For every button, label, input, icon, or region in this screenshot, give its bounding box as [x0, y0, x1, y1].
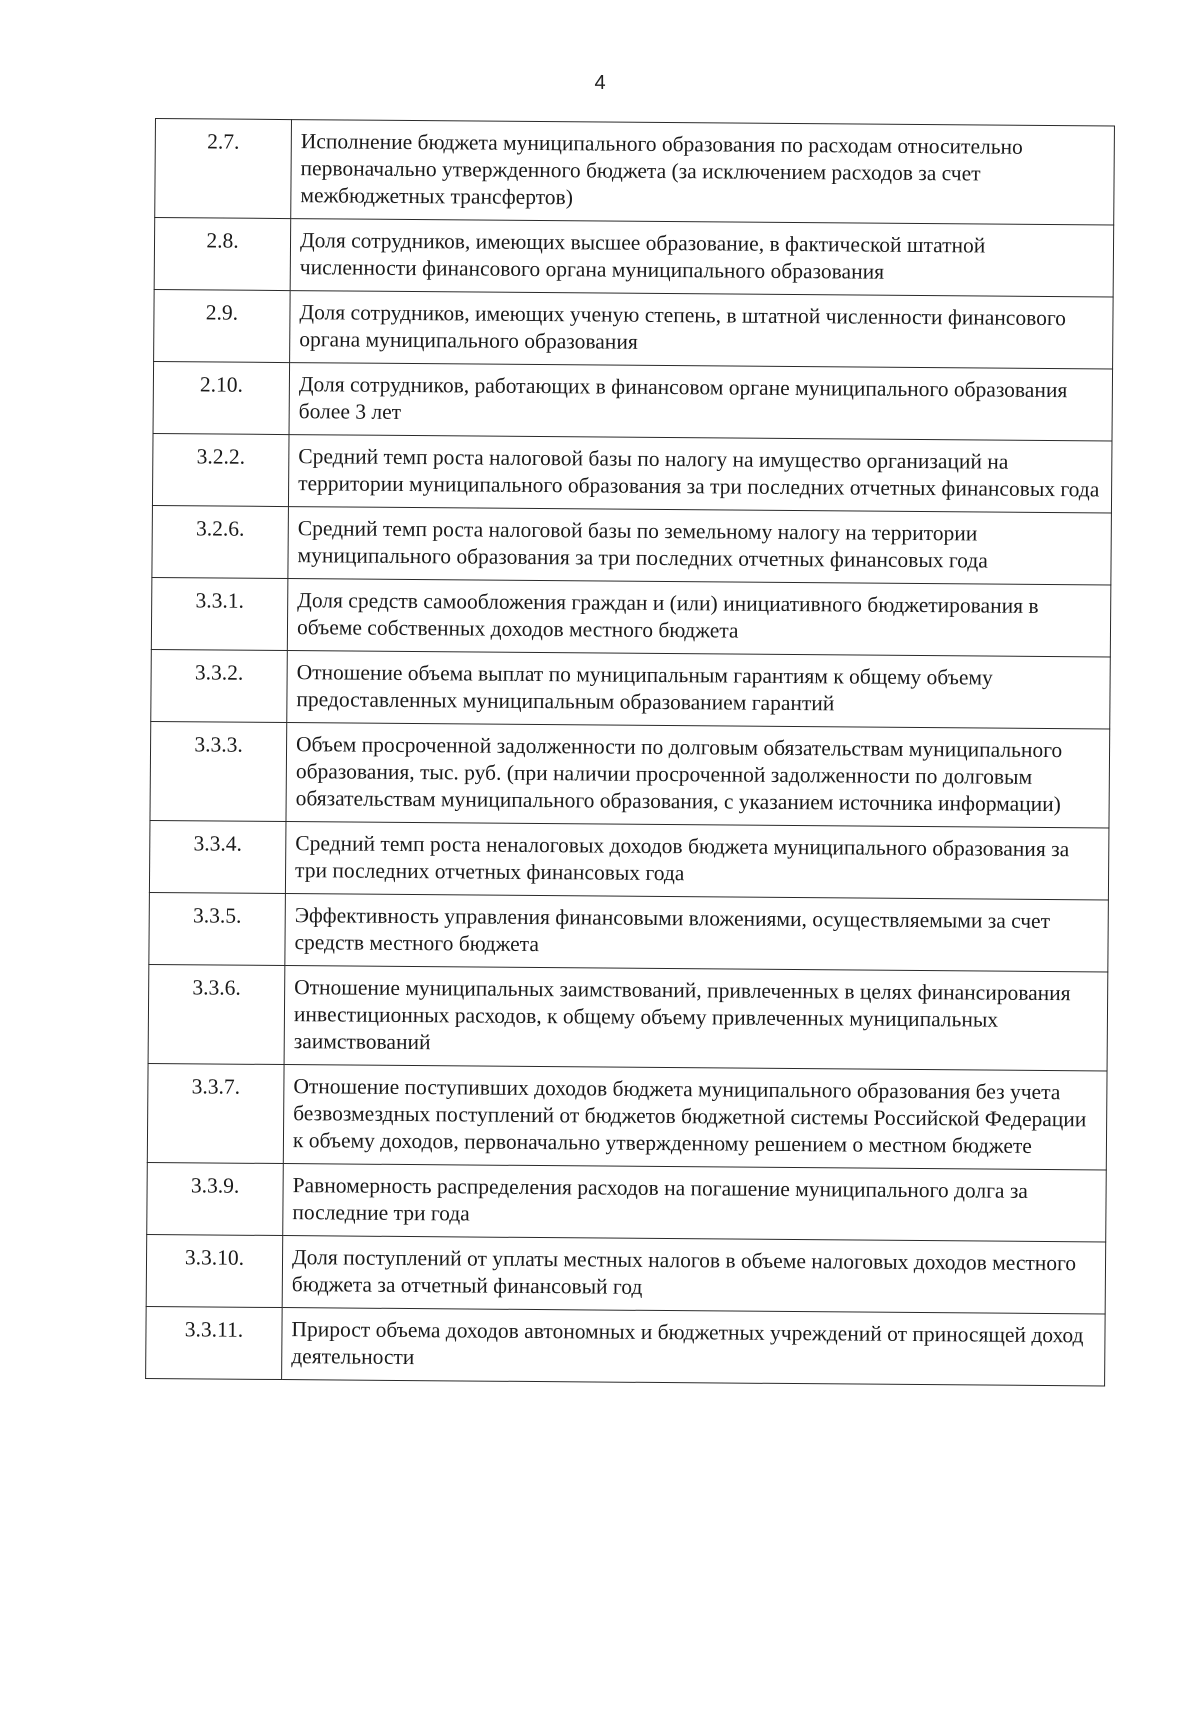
row-description: Отношение поступивших доходов бюджета муниципального образования без учета безвозмездных поступлений от бюджетов бюджетной системы Российской Федерации к объему доходов, первоначально утвержденному решением о местном бюджете — [283, 1065, 1107, 1170]
row-number: 3.3.5. — [149, 892, 286, 965]
row-description: Эффективность управления финансовыми вложениями, осуществляемыми за счет средств местного бюджета — [285, 894, 1109, 972]
table-row — [154, 289, 1114, 369]
row-description: Отношение объема выплат по муниципальным гарантиям к общему объему предоставленных муниципальным образованием гарантий — [287, 651, 1111, 729]
row-description: Объем просроченной задолженности по долговым обязательствам муниципального образования, тыс. руб. (при наличии просроченной задолженности по долговым обязательствам муниципального образования, с указанием источника информации) — [286, 723, 1110, 828]
row-number: 2.10. — [153, 361, 290, 434]
indicators-table — [145, 118, 1115, 1387]
row-number: 3.3.4. — [149, 820, 286, 893]
row-description: Доля сотрудников, имеющих высшее образование, в фактической штатной численности финансового органа муниципального образования — [290, 219, 1114, 297]
row-description: Средний темп роста неналоговых доходов бюджета муниципального образования за три последних отчетных финансовых года — [285, 822, 1109, 900]
table-row — [151, 577, 1111, 657]
table-row — [149, 820, 1109, 900]
row-number: 2.9. — [154, 289, 291, 362]
table-row — [151, 649, 1111, 729]
row-number: 3.3.7. — [147, 1063, 284, 1163]
table-row — [147, 1162, 1107, 1242]
table-row — [150, 721, 1110, 828]
row-number: 3.2.6. — [152, 505, 289, 578]
row-description: Доля средств самообложения граждан и (или) инициативного бюджетирования в объеме собственных доходов местного бюджета — [287, 579, 1111, 657]
table-row — [147, 1063, 1107, 1170]
row-number: 3.3.2. — [151, 649, 288, 722]
table-row — [146, 1306, 1106, 1386]
table-row — [148, 964, 1108, 1071]
row-description: Равномерность распределения расходов на погашение муниципального долга за последние три года — [283, 1164, 1107, 1242]
row-number: 3.3.10. — [146, 1234, 283, 1307]
table-row — [149, 892, 1109, 972]
row-description: Исполнение бюджета муниципального образования по расходам относительно первоначально утвержденного бюджета (за исключением расходов за счет межбюджетных трансфертов) — [291, 120, 1115, 225]
row-description: Доля сотрудников, имеющих ученую степень, в штатной численности финансового органа муниципального образования — [290, 291, 1114, 369]
row-description: Отношение муниципальных заимствований, привлеченных в целях финансирования инвестиционных расходов, к общему объему привлеченных муниципальных заимствований — [284, 966, 1108, 1071]
table-row — [155, 119, 1115, 226]
row-number: 3.3.1. — [151, 577, 288, 650]
table-row — [146, 1234, 1106, 1314]
page-number: 4 — [594, 72, 606, 94]
row-description: Средний темп роста налоговой базы по земельному налогу на территории муниципального образования за три последних отчетных финансовых года — [288, 507, 1112, 585]
row-number: 3.3.6. — [148, 964, 285, 1064]
row-number: 3.3.11. — [146, 1306, 283, 1379]
row-number: 3.2.2. — [152, 433, 289, 506]
row-number: 2.8. — [154, 218, 291, 291]
row-description: Доля сотрудников, работающих в финансовом органе муниципального образования более 3 лет — [289, 363, 1113, 441]
table-row — [152, 505, 1112, 585]
table-row — [152, 433, 1112, 513]
row-description: Прирост объема доходов автономных и бюджетных учреждений от приносящей доход деятельности — [282, 1308, 1106, 1386]
table-row — [153, 361, 1113, 441]
row-description: Средний темп роста налоговой базы по налогу на имущество организаций на территории муниципального образования за три последних отчетных финансовых года — [288, 435, 1112, 513]
row-number: 3.3.9. — [147, 1162, 284, 1235]
row-number: 2.7. — [155, 119, 292, 219]
table-row — [154, 218, 1114, 298]
row-description: Доля поступлений от уплаты местных налогов в объеме налоговых доходов местного бюджета за отчетный финансовый год — [282, 1236, 1106, 1314]
row-number: 3.3.3. — [150, 721, 287, 821]
